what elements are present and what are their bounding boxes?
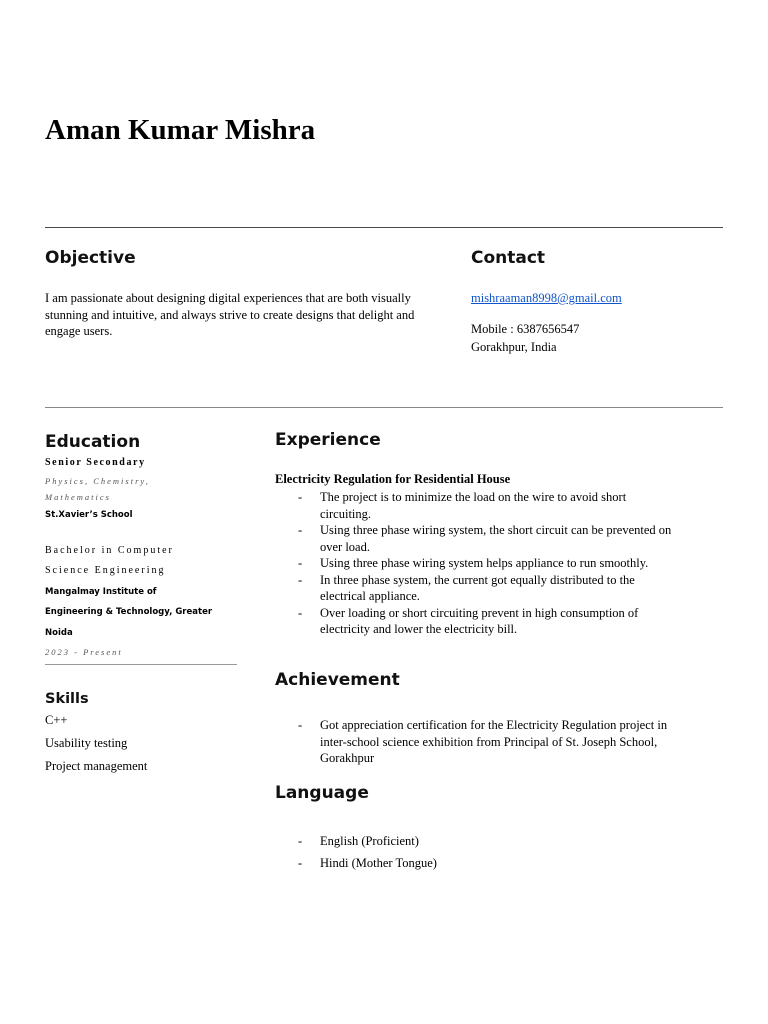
objective-heading: Objective — [45, 248, 136, 268]
list-item-text: In three phase system, the current got equally distributed to the electrical appliance. — [320, 572, 635, 603]
contact-location: Gorakhpur, India — [471, 340, 557, 354]
institute-line3: Noida — [45, 628, 73, 638]
experience-heading: Experience — [275, 430, 381, 450]
education-heading: Education — [45, 432, 141, 452]
divider-education — [45, 664, 237, 665]
objective-text: I am passionate about designing digital experiences that are both visually stunning and intuitive, and always strive to create designs that delight and engage users. — [45, 291, 415, 338]
bullet-dash: - — [298, 523, 303, 537]
education-subjects-line2: Mathematics — [45, 492, 111, 502]
resume-name: Aman Kumar Mishra — [45, 114, 316, 146]
contact-heading: Contact — [471, 248, 546, 268]
achievement-list — [275, 717, 680, 767]
language-heading: Language — [275, 783, 369, 803]
bullet-dash: - — [298, 718, 303, 732]
email-link[interactable]: mishraaman8998@gmail.com — [471, 291, 622, 305]
experience-list — [275, 489, 680, 638]
list-item-text: Over loading or short circuiting prevent in high consumption of electricity and lower the electricity bill. — [320, 605, 639, 636]
list-item-text: Using three phase wiring system, the short circuit can be prevented on over load. — [320, 523, 672, 554]
list-item-text: The project is to minimize the load on the wire to avoid short circuiting. — [320, 490, 627, 521]
list-item — [275, 852, 680, 874]
education-school: St.Xavier’s School — [45, 510, 133, 520]
list-item-text: Using three phase wiring system helps appliance to run smoothly. — [320, 556, 649, 570]
bullet-dash: - — [298, 572, 303, 587]
skills-heading: Skills — [45, 691, 89, 707]
bullet-dash: - — [298, 556, 303, 570]
bullet-dash: - — [298, 605, 303, 620]
bullet-dash: - — [298, 490, 303, 504]
list-item-text: Got appreciation certification for the Electricity Regulation project in inter-school science exhibition from Principal of St. Joseph School, Gorakhpur — [320, 718, 668, 765]
degree-line2: Science Engineering — [45, 565, 166, 576]
list-item-text: English (Proficient) — [320, 834, 419, 848]
list-item — [275, 555, 680, 572]
education-period: 2023 - Present — [45, 647, 123, 657]
divider-middle — [45, 407, 723, 408]
list-item — [275, 522, 680, 555]
list-item — [275, 830, 680, 852]
skill-item: Usability testing — [45, 736, 128, 750]
skill-item: C++ — [45, 713, 68, 727]
institute-line2: Engineering & Technology, Greater — [45, 607, 213, 617]
bullet-dash: - — [298, 834, 303, 848]
education-subjects-line1: Physics, Chemistry, — [45, 476, 150, 486]
language-list — [275, 830, 680, 874]
list-item — [275, 605, 680, 638]
list-item — [275, 489, 680, 522]
institute-line1: Mangalmay Institute of — [45, 587, 157, 597]
contact-mobile: Mobile : 6387656547 — [471, 322, 580, 336]
list-item — [275, 717, 680, 767]
project-title: Electricity Regulation for Residential House — [275, 472, 511, 486]
divider-top — [45, 227, 723, 228]
list-item-text: Hindi (Mother Tongue) — [320, 856, 437, 870]
bullet-dash: - — [298, 856, 303, 870]
skill-item: Project management — [45, 759, 148, 773]
list-item — [275, 572, 680, 605]
achievement-heading: Achievement — [275, 670, 400, 690]
skills-list — [45, 709, 147, 778]
education-level: Senior Secondary — [45, 457, 146, 468]
degree-line1: Bachelor in Computer — [45, 545, 174, 556]
